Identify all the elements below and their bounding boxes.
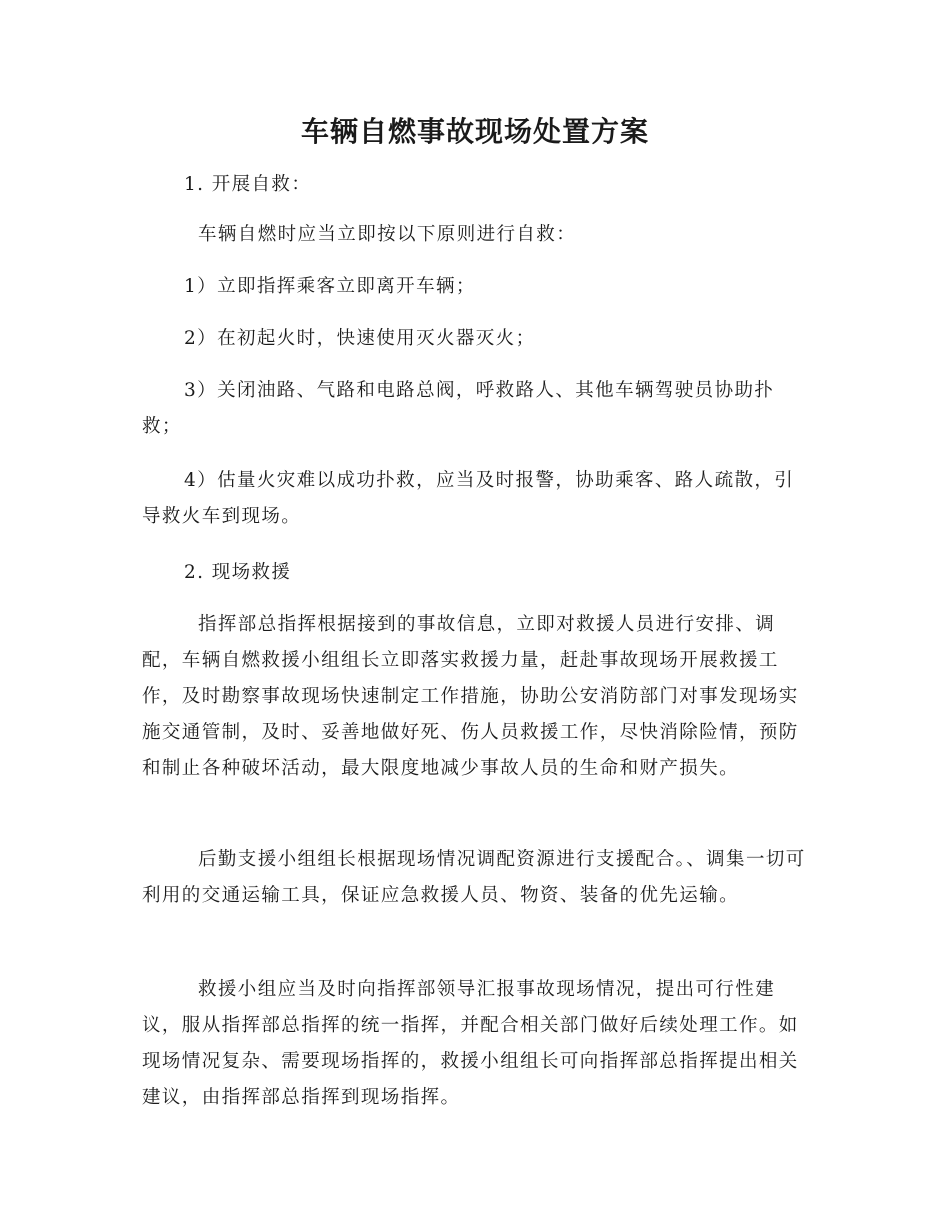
paragraph-self-rescue-intro: 车辆自燃时应当立即按以下原则进行自救： (198, 224, 577, 245)
list-item-1: 1）立即指挥乘客立即离开车辆； (184, 276, 476, 297)
paragraph-logistics-support: 后勤支援小组组长根据现场情况调配资源进行支援配合。、调集一切可利用的交通运输工具，保证应急救援人员、物资、装备的优先运输。 (142, 849, 806, 906)
list-item-4: 4）估量火灾难以成功扑救，应当及时报警，协助乘客、路人疏散，引导救火车到现场。 (142, 470, 795, 527)
document-title: 车辆自燃事故现场处置方案 (300, 115, 649, 148)
paragraph-command-rescue: 指挥部总指挥根据接到的事故信息，立即对救援人员进行安排、调配，车辆自燃救援小组组长立即落实救援力量，赶赴事故现场开展救援工作，及时勘察事故现场快速制定工作措施，协助公安消防部门对事发现场实施交通管制，及时、妥善地做好死、伤人员救援工作，尽快消除险情，预防和制止各种破坏活动，最大限度地减少事故人员的生命和财产损失。 (142, 614, 799, 779)
paragraph-rescue-report: 救援小组应当及时向指挥部领导汇报事故现场情况，提出可行性建议，服从指挥部总指挥的统一指挥，并配合相关部门做好后续处理工作。如现场情况复杂、需要现场指挥的，救援小组组长可向指挥部总指挥提出相关建议，由指挥部总指挥到现场指挥。 (142, 979, 799, 1108)
section-heading-on-site-rescue: 2. 现场救援 (184, 562, 292, 583)
list-item-3: 3）关闭油路、气路和电路总阀，呼救路人、其他车辆驾驶员协助扑救； (142, 380, 775, 437)
section-heading-self-rescue: 1. 开展自救： (184, 174, 312, 195)
list-item-2: 2）在初起火时，快速使用灭火器灭火； (184, 328, 536, 349)
